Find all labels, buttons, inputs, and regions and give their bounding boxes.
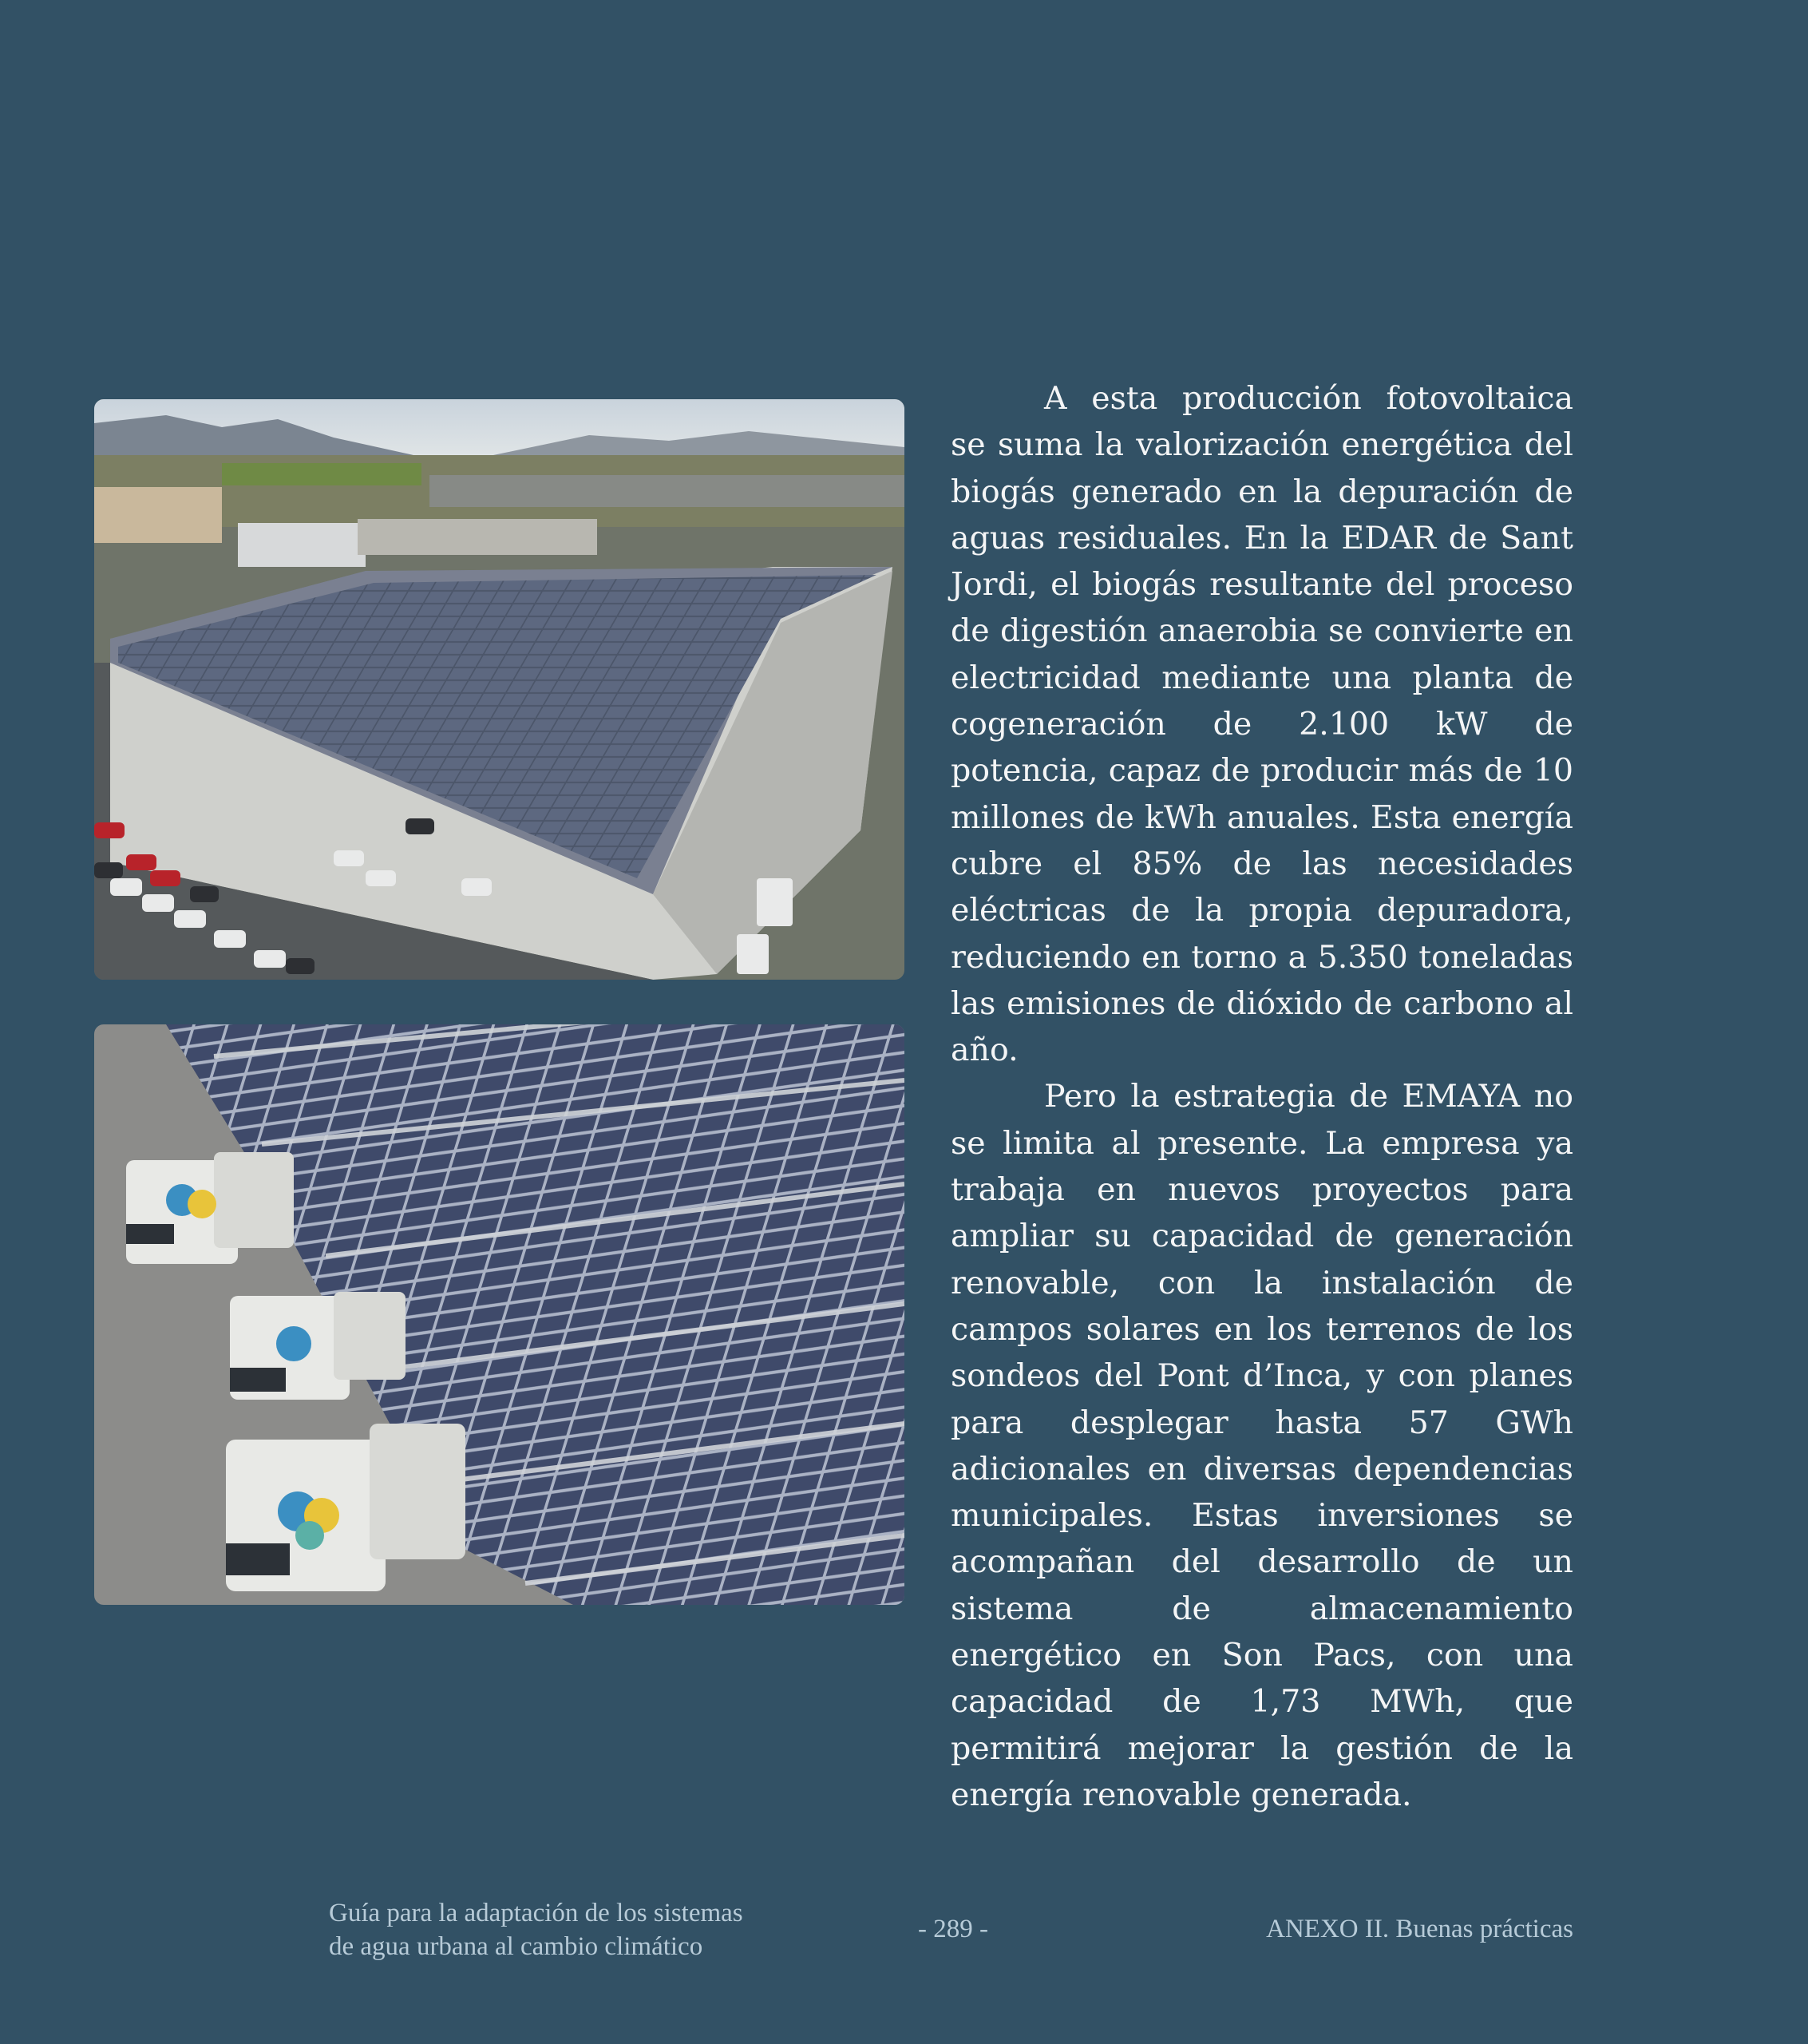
body-text (951, 375, 1573, 1818)
footer-title-line-1: Guía para la adaptación de los sistemas (329, 1899, 743, 1927)
footer-section-title: ANEXO II. Buenas prácticas (1266, 1915, 1573, 1943)
paragraph-1: A esta producción fotovoltaica se suma la valorización energética del biogás generado en la depuración de aguas residuales. En la EDAR de Sant Jordi, el biogás resultante del proceso de digestión anaerobia se convierte en electricidad mediante una planta de cogeneración de 2.100 kW de potencia, capaz de producir más de 10 millones de kWh anuales. Esta energía cubre el 85% de las necesidades eléctricas de la propia depuradora, reduciendo en torno a 5.350 toneladas las emisiones de dióxido de carbono al año. (951, 380, 1573, 1069)
footer-title-line-2: de agua urbana al cambio climático (329, 1932, 703, 1961)
footer-publication-title (329, 1896, 743, 1963)
aerial-photo-solar-canopy-trucks (94, 1024, 904, 1605)
aerial-photo-rooftop-solar-warehouse (94, 399, 904, 980)
page-number: - 289 - (918, 1915, 988, 1943)
paragraph-2: Pero la estrategia de EMAYA no se limita al presente. La empresa ya trabaja en nuevos proyectos para ampliar su capacidad de generación renovable, con la instalación de campos solares en los terrenos de los sondeos del Pont d’Inca, y con planes para desplegar hasta 57 GWh adicionales en diversas dependencias municipales. Estas inversiones se acompañan del desarrollo de un sistema de almacenamiento energético en Son Pacs, con una capacidad de 1,73 MWh, que permitirá mejorar la gestión de la energía renovable generada. (951, 1078, 1573, 1813)
